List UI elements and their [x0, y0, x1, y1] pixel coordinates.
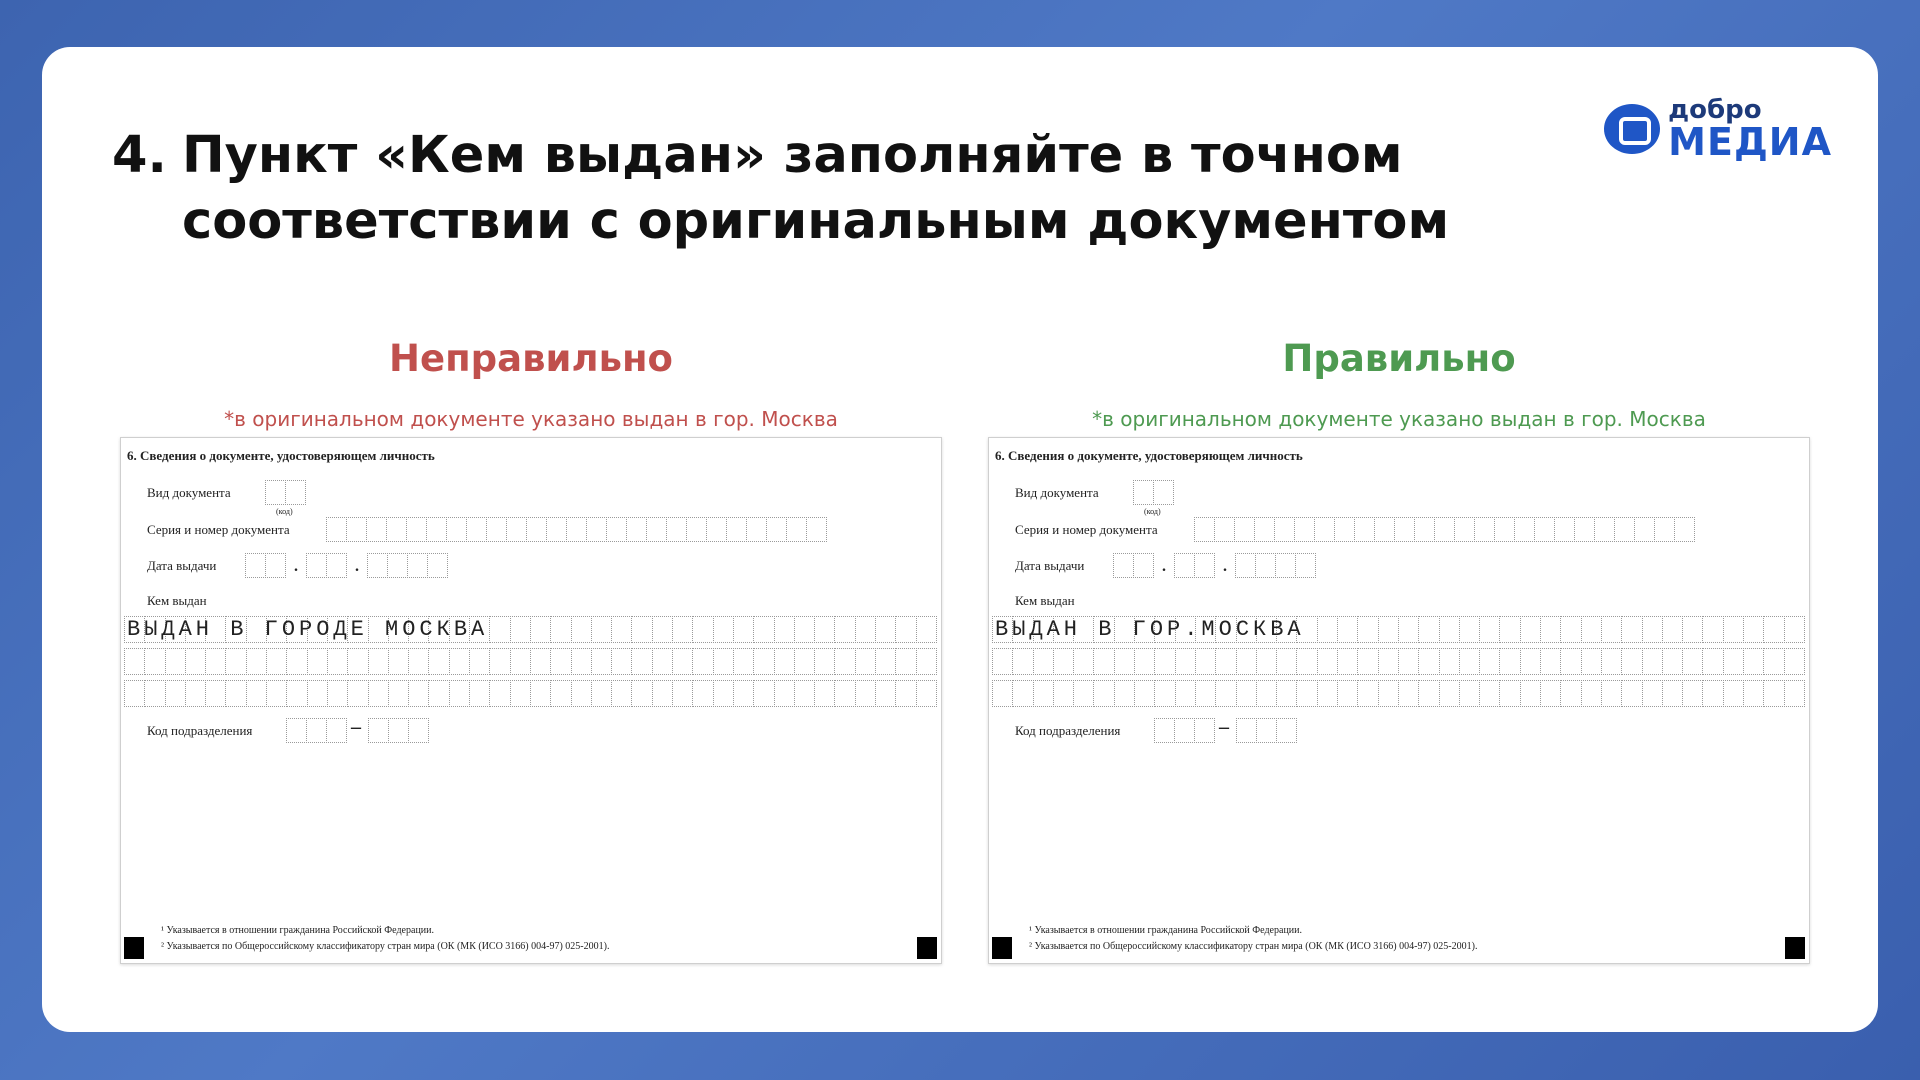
footnote-1: ¹ Указывается в отношении гражданина Российской Федерации.: [161, 925, 434, 936]
document-form-incorrect: [120, 437, 942, 964]
division-dash: –: [351, 716, 361, 738]
issue-date-year-cells: [1235, 553, 1315, 578]
issue-date-label: Дата выдачи: [1015, 558, 1085, 573]
series-cells: [1194, 517, 1694, 542]
date-separator: .: [294, 558, 298, 575]
issued-by-label: Кем выдан: [1015, 593, 1075, 608]
division-code-label: Код подразделения: [1015, 723, 1121, 738]
dobro-media-logo: [1604, 95, 1832, 164]
footnote-2: ² Указывается по Общероссийскому классификатору стран мира (ОК (МК (ИСО 3166) 004-97) 025-2001).: [161, 941, 610, 952]
division-code-cells-2: [368, 718, 428, 743]
slide-card: [42, 47, 1878, 1032]
doc-type-cells: [1133, 480, 1173, 505]
issued-by-row-3: [992, 680, 1804, 707]
doc-type-label: Вид документа: [1015, 485, 1099, 500]
incorrect-example-panel: [120, 337, 942, 964]
logo-text-bottom: МЕДИА: [1668, 120, 1832, 164]
issued-by-row-3: [124, 680, 936, 707]
footnote-1: ¹ Указывается в отношении гражданина Российской Федерации.: [1029, 925, 1302, 936]
series-label: Серия и номер документа: [1015, 522, 1158, 537]
doc-type-code-hint: (код): [276, 507, 293, 516]
doc-type-label: Вид документа: [147, 485, 231, 500]
slide-title: [112, 123, 1512, 255]
scan-marker-right: [917, 937, 937, 959]
slide-title-line-2: соответствии с оригинальным документом: [182, 192, 1450, 251]
document-form-correct: [988, 437, 1810, 964]
speech-bubble-icon: [1604, 104, 1660, 154]
slide-title-line-1: Пункт «Кем выдан» заполняйте в точном: [182, 126, 1403, 185]
date-separator: .: [1223, 558, 1227, 575]
issued-by-value-incorrect: ВЫДАН В ГОРОДЕ МОСКВА: [127, 617, 489, 642]
date-separator: .: [1162, 558, 1166, 575]
issue-date-day-cells: [245, 553, 285, 578]
issue-date-month-cells: [306, 553, 346, 578]
form-section-title: 6. Сведения о документе, удостоверяющем личность: [995, 448, 1303, 463]
issue-date-month-cells: [1174, 553, 1214, 578]
issued-by-label: Кем выдан: [147, 593, 207, 608]
series-label: Серия и номер документа: [147, 522, 290, 537]
incorrect-heading: Неправильно: [389, 337, 673, 380]
issue-date-day-cells: [1113, 553, 1153, 578]
form-section-title: 6. Сведения о документе, удостоверяющем личность: [127, 448, 435, 463]
division-code-cells-1: [286, 718, 346, 743]
scan-marker-right: [1785, 937, 1805, 959]
scan-marker-left: [992, 937, 1012, 959]
issue-date-label: Дата выдачи: [147, 558, 217, 573]
correct-note: *в оригинальном документе указано выдан в гор. Москва: [1092, 407, 1706, 431]
date-separator: .: [355, 558, 359, 575]
issue-date-year-cells: [367, 553, 447, 578]
issued-by-row-2: [992, 648, 1804, 675]
doc-type-cells: [265, 480, 305, 505]
correct-example-panel: [988, 337, 1810, 964]
footnote-2: ² Указывается по Общероссийскому классификатору стран мира (ОК (МК (ИСО 3166) 004-97) 025-2001).: [1029, 941, 1478, 952]
division-dash: –: [1219, 716, 1229, 738]
incorrect-note: *в оригинальном документе указано выдан в гор. Москва: [224, 407, 838, 431]
division-code-label: Код подразделения: [147, 723, 253, 738]
slide-title-number: 4.: [112, 126, 167, 185]
issued-by-value-correct: ВЫДАН В ГОР.МОСКВА: [995, 617, 1305, 642]
doc-type-code-hint: (код): [1144, 507, 1161, 516]
series-cells: [326, 517, 826, 542]
logo-text-top: добро: [1668, 95, 1762, 125]
division-code-cells-2: [1236, 718, 1296, 743]
correct-heading: Правильно: [1282, 337, 1516, 380]
scan-marker-left: [124, 937, 144, 959]
issued-by-row-2: [124, 648, 936, 675]
division-code-cells-1: [1154, 718, 1214, 743]
